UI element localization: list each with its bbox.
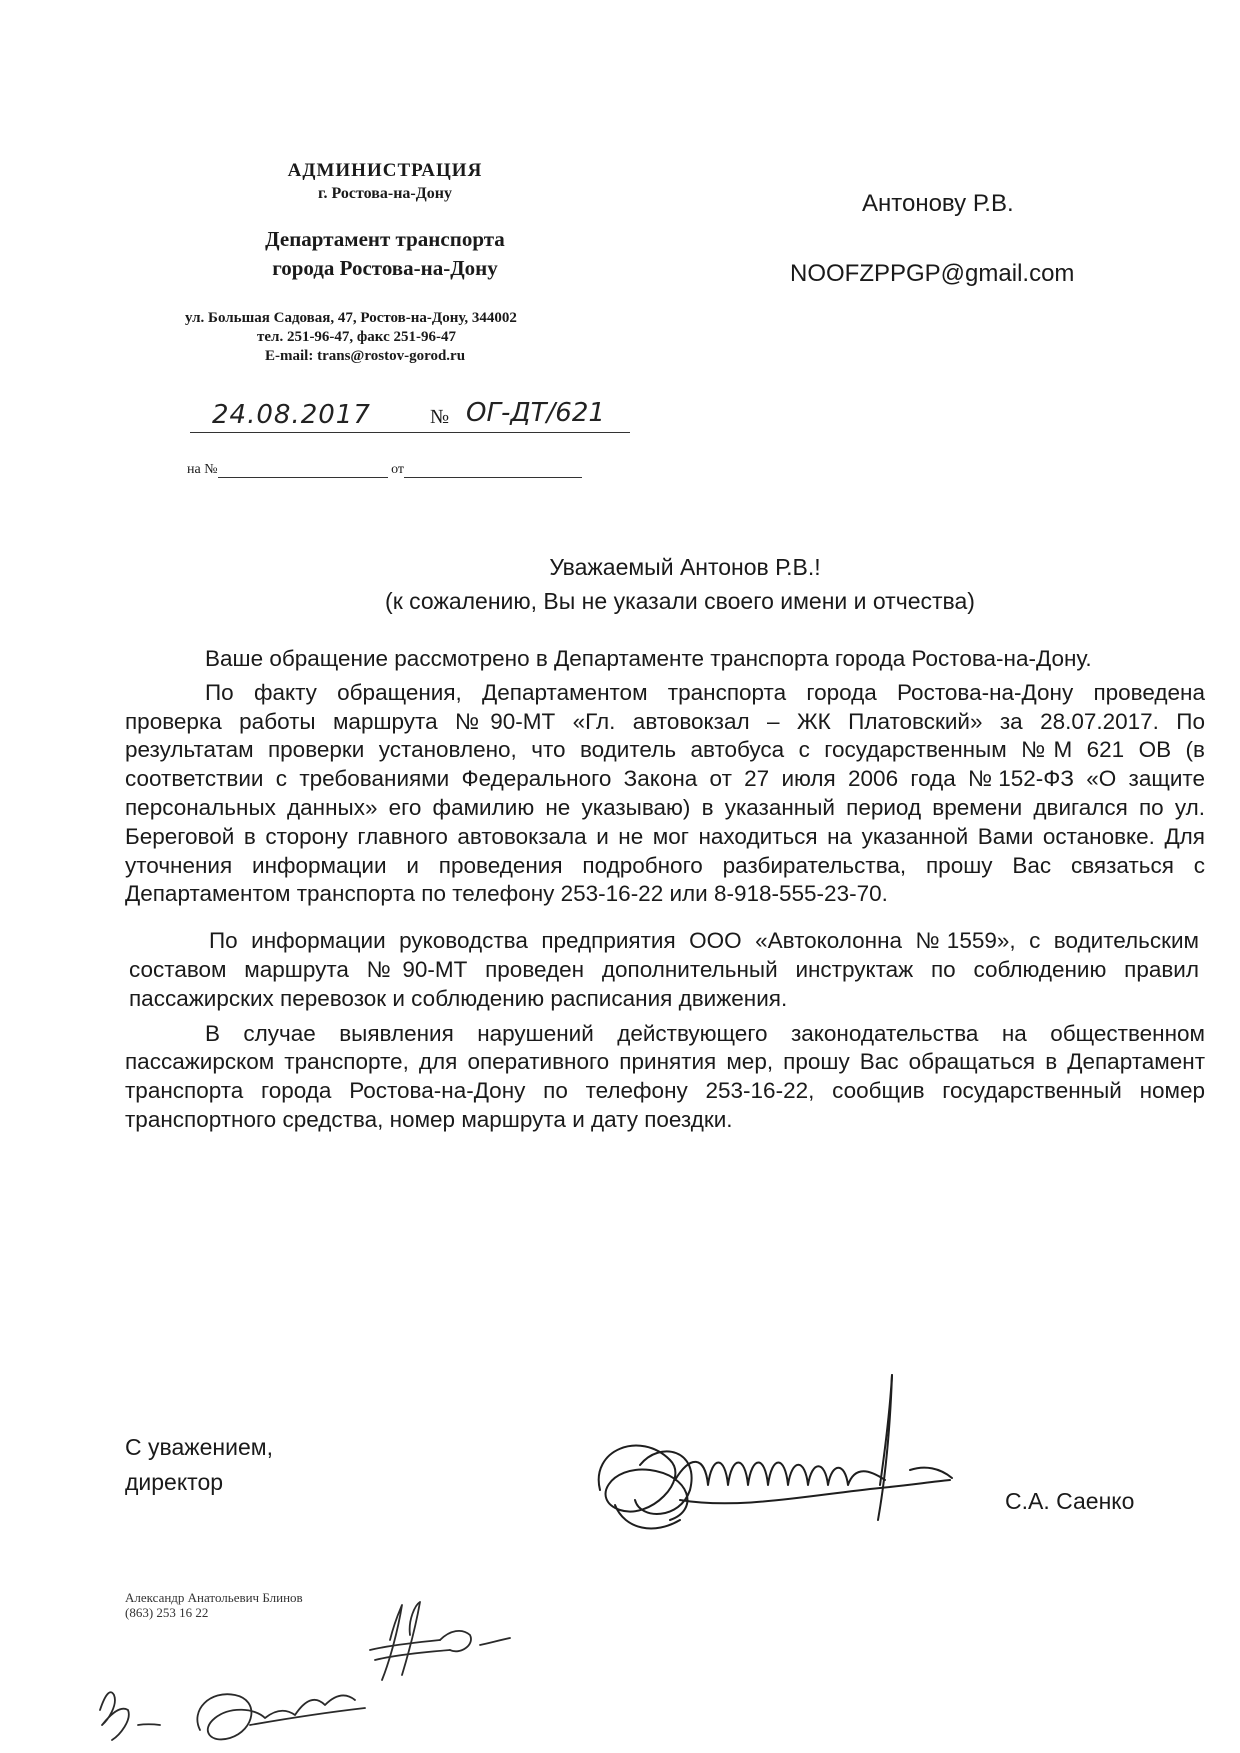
letterhead-phone: тел. 251-96-47, факс 251-96-47 <box>257 329 456 345</box>
closing-block <box>125 1430 273 1500</box>
greeting-line1: Уважаемый Антонов Р.В.! <box>549 554 821 580</box>
outgoing-date: 24.08.2017 <box>212 400 371 430</box>
addressee-email: NOOFZPPGP@gmail.com <box>790 260 1075 287</box>
executor-phone: (863) 253 16 22 <box>125 1605 209 1620</box>
reference-date-blank <box>404 463 582 478</box>
closing-position: директор <box>125 1469 224 1495</box>
outgoing-underline <box>190 432 630 433</box>
reference-from-label: от <box>391 462 405 477</box>
outgoing-number-label: № <box>430 406 450 428</box>
letter-body <box>125 645 1205 1135</box>
director-signature <box>580 1370 1000 1570</box>
outgoing-registration <box>190 400 630 440</box>
signer-name: С.А. Саенко <box>1005 1488 1135 1514</box>
letterhead-address: ул. Большая Садовая, 47, Ростов-на-Дону, 344002 <box>185 310 517 326</box>
letterhead-email: E-mail: trans@rostov-gorod.ru <box>265 348 466 364</box>
letterhead-department <box>150 225 620 283</box>
reference-number-blank <box>218 463 388 478</box>
letterhead <box>150 160 620 366</box>
letterhead-department-line2: города Ростова-на-Дону <box>272 256 498 280</box>
addressee-block <box>790 190 1120 288</box>
body-paragraph-1: Ваше обращение рассмотрено в Департаменте транспорта города Ростова-на-Дону. <box>205 646 1092 671</box>
body-paragraph-3: По информации руководства предприятия ООО «Автоколонна №1559», с водительским составом маршрута №90-МТ проведен дополнительный инструктаж по соблюдению правил пассажирских перевозок и соблюдению расписания движения. <box>129 928 1199 1011</box>
body-paragraph-4: В случае выявления нарушений действующего законодательства на общественном пассажирском транспорте, для оперативного принятия мер, прошу Вас обращаться в Департамент транспорта города Ростова-на-Дону по телефону 253-16-22, сообщив государственный номер транспортного средства, номер маршрута и дату поездки. <box>125 1020 1205 1132</box>
letterhead-city: г. Ростова-на-Дону <box>318 185 452 202</box>
letterhead-administration: АДМИНИСТРАЦИЯ <box>287 160 483 181</box>
letterhead-contacts <box>150 309 620 366</box>
handwritten-initials <box>90 1600 550 1750</box>
greeting-line2: (к сожалению, Вы не указали своего имени и отчества) <box>385 588 975 614</box>
letterhead-department-line1: Департамент транспорта <box>265 227 505 251</box>
body-paragraph-2: По факту обращения, Департаментом транспорта города Ростова-на-Дону проведена проверка работы маршрута №90-МТ «Гл. автовокзал – ЖК Платовский» за 28.07.2017. По результатам проверки установлено, что водитель автобуса с государственным №М 621 ОВ (в соответствии с требованиями Федерального Закона от 27 июля 2006 года №152-ФЗ «О защите персональных данных» его фамилию не указываю) в указанный период времени двигался по ул. Береговой в сторону главного автовокзала и не мог находиться на указанной Вами остановке. Для уточнения информации и проведения подробного разбирательства, прошу Вас связаться с Департаментом транспорта по телефону 253-16-22 или 8-918-555-23-70. <box>125 679 1205 907</box>
reference-number-label: на № <box>187 462 218 477</box>
reference-line <box>187 462 582 478</box>
greeting <box>250 550 1110 618</box>
closing-regards: С уважением, <box>125 1434 273 1460</box>
addressee-name: Антонову Р.В. <box>862 190 1014 217</box>
executor-name: Александр Анатольевич Блинов <box>125 1590 303 1605</box>
outgoing-number: ОГ-ДТ/621 <box>466 398 605 428</box>
